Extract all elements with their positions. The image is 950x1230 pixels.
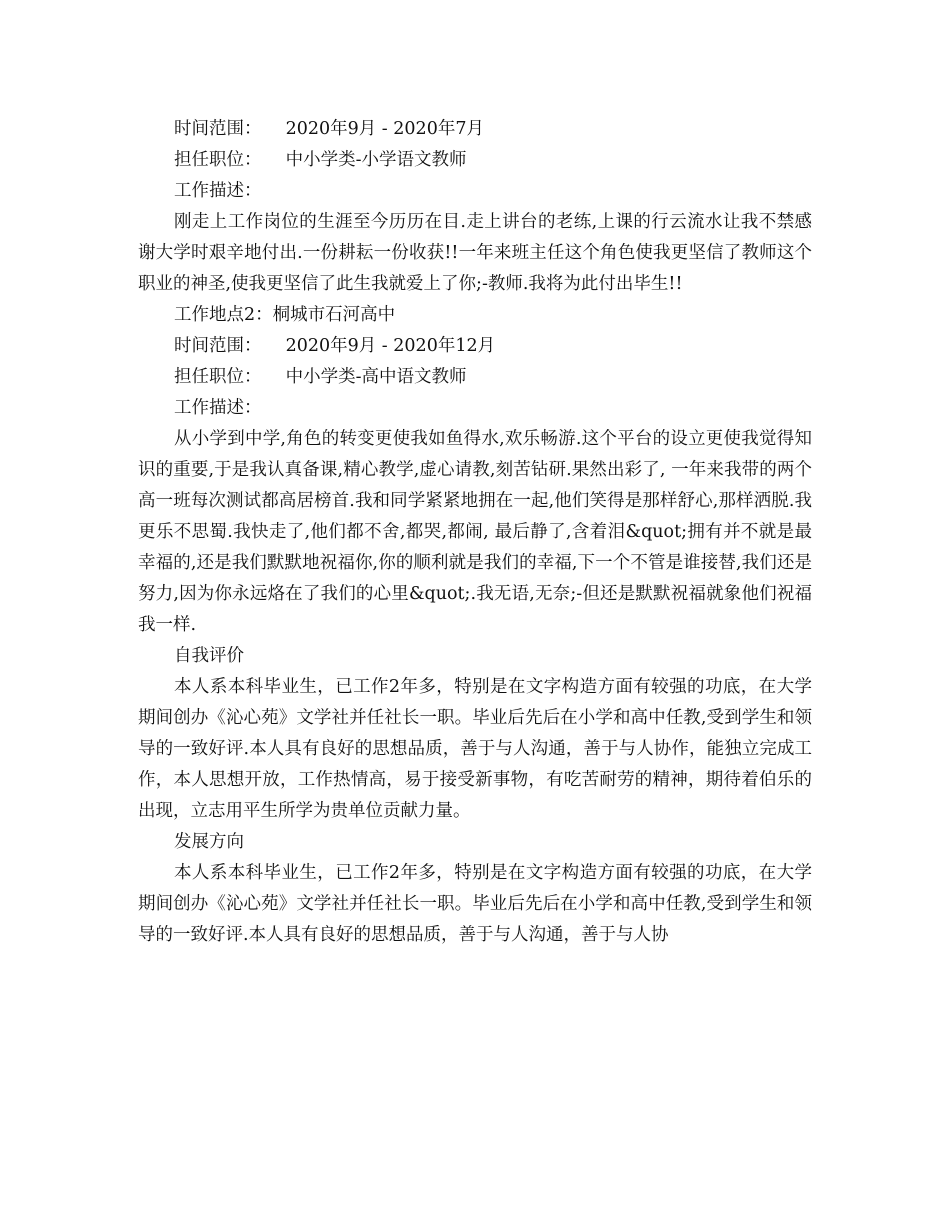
development-text: 本人系本科毕业生，已工作2年多，特别是在文字构造方面有较强的功底，在大学期间创办《沁心苑》文学社并任社长一职。毕业后先后在小学和高中任教,受到学生和领导的一致好评.本人具有良好的思想品质，善于与人沟通，善于与人协	[138, 863, 812, 945]
job1-desc-label: 工作描述：	[174, 181, 262, 201]
job1-position-value: 中小学类-小学语文教师	[285, 150, 467, 170]
self-eval-heading: 自我评价	[174, 646, 244, 666]
document-page	[138, 114, 812, 951]
job1-position-row	[138, 145, 812, 176]
job1-time-row	[138, 114, 812, 145]
development-heading: 发展方向	[174, 832, 244, 852]
job2-time-value: 2020年9月 - 2020年12月	[285, 336, 496, 356]
job2-location-row	[138, 300, 812, 331]
job2-location-value: 桐城市石河高中	[272, 305, 396, 325]
job2-desc-text: 从小学到中学,角色的转变更使我如鱼得水,欢乐畅游.这个平台的设立更使我觉得知识的重要,于是我认真备课,精心教学,虚心请教,刻苦钻研.果然出彩了, 一年来我带的两个高一班每次测试都高居榜首.我和同学紧紧地拥在一起,他们笑得是那样舒心,那样洒脱.我更乐不思蜀.我快走了,他们都不舍,都哭,都闹, 最后静了,含着泪&quot;拥有并不就是最幸福的,还是我们默默地祝福你,你的顺利就是我们的幸福,下一个不管是谁接替,我们还是努力,因为你永远烙在了我们的心里&quot;.我无语,无奈;-但还是默默祝福就象他们祝福我一样.	[138, 429, 812, 635]
job1-desc-text: 刚走上工作岗位的生涯至今历历在目.走上讲台的老练,上课的行云流水让我不禁感谢大学时艰辛地付出.一份耕耘一份收获!!一年来班主任这个角色使我更坚信了教师这个职业的神圣,使我更坚信了此生我就爱上了你;-教师.我将为此付出毕生!!	[138, 212, 812, 294]
job1-time-label: 时间范围：	[174, 119, 262, 139]
self-eval-text: 本人系本科毕业生，已工作2年多，特别是在文字构造方面有较强的功底，在大学期间创办《沁心苑》文学社并任社长一职。毕业后先后在小学和高中任教,受到学生和领导的一致好评.本人具有良好的思想品质，善于与人沟通，善于与人协作，能独立完成工作，本人思想开放，工作热情高，易于接受新事物，有吃苦耐劳的精神，期待着伯乐的出现，立志用平生所学为贵单位贡献力量。	[138, 677, 812, 821]
job2-position-row	[138, 362, 812, 393]
job1-time-value: 2020年9月 - 2020年7月	[285, 119, 484, 139]
job2-desc-label: 工作描述：	[174, 398, 262, 418]
job2-position-label: 担任职位：	[174, 367, 262, 387]
job2-location-label: 工作地点2：	[174, 305, 273, 325]
job2-time-label: 时间范围：	[174, 336, 262, 356]
job2-time-row	[138, 331, 812, 362]
job2-position-value: 中小学类-高中语文教师	[285, 367, 467, 387]
job1-position-label: 担任职位：	[174, 150, 262, 170]
